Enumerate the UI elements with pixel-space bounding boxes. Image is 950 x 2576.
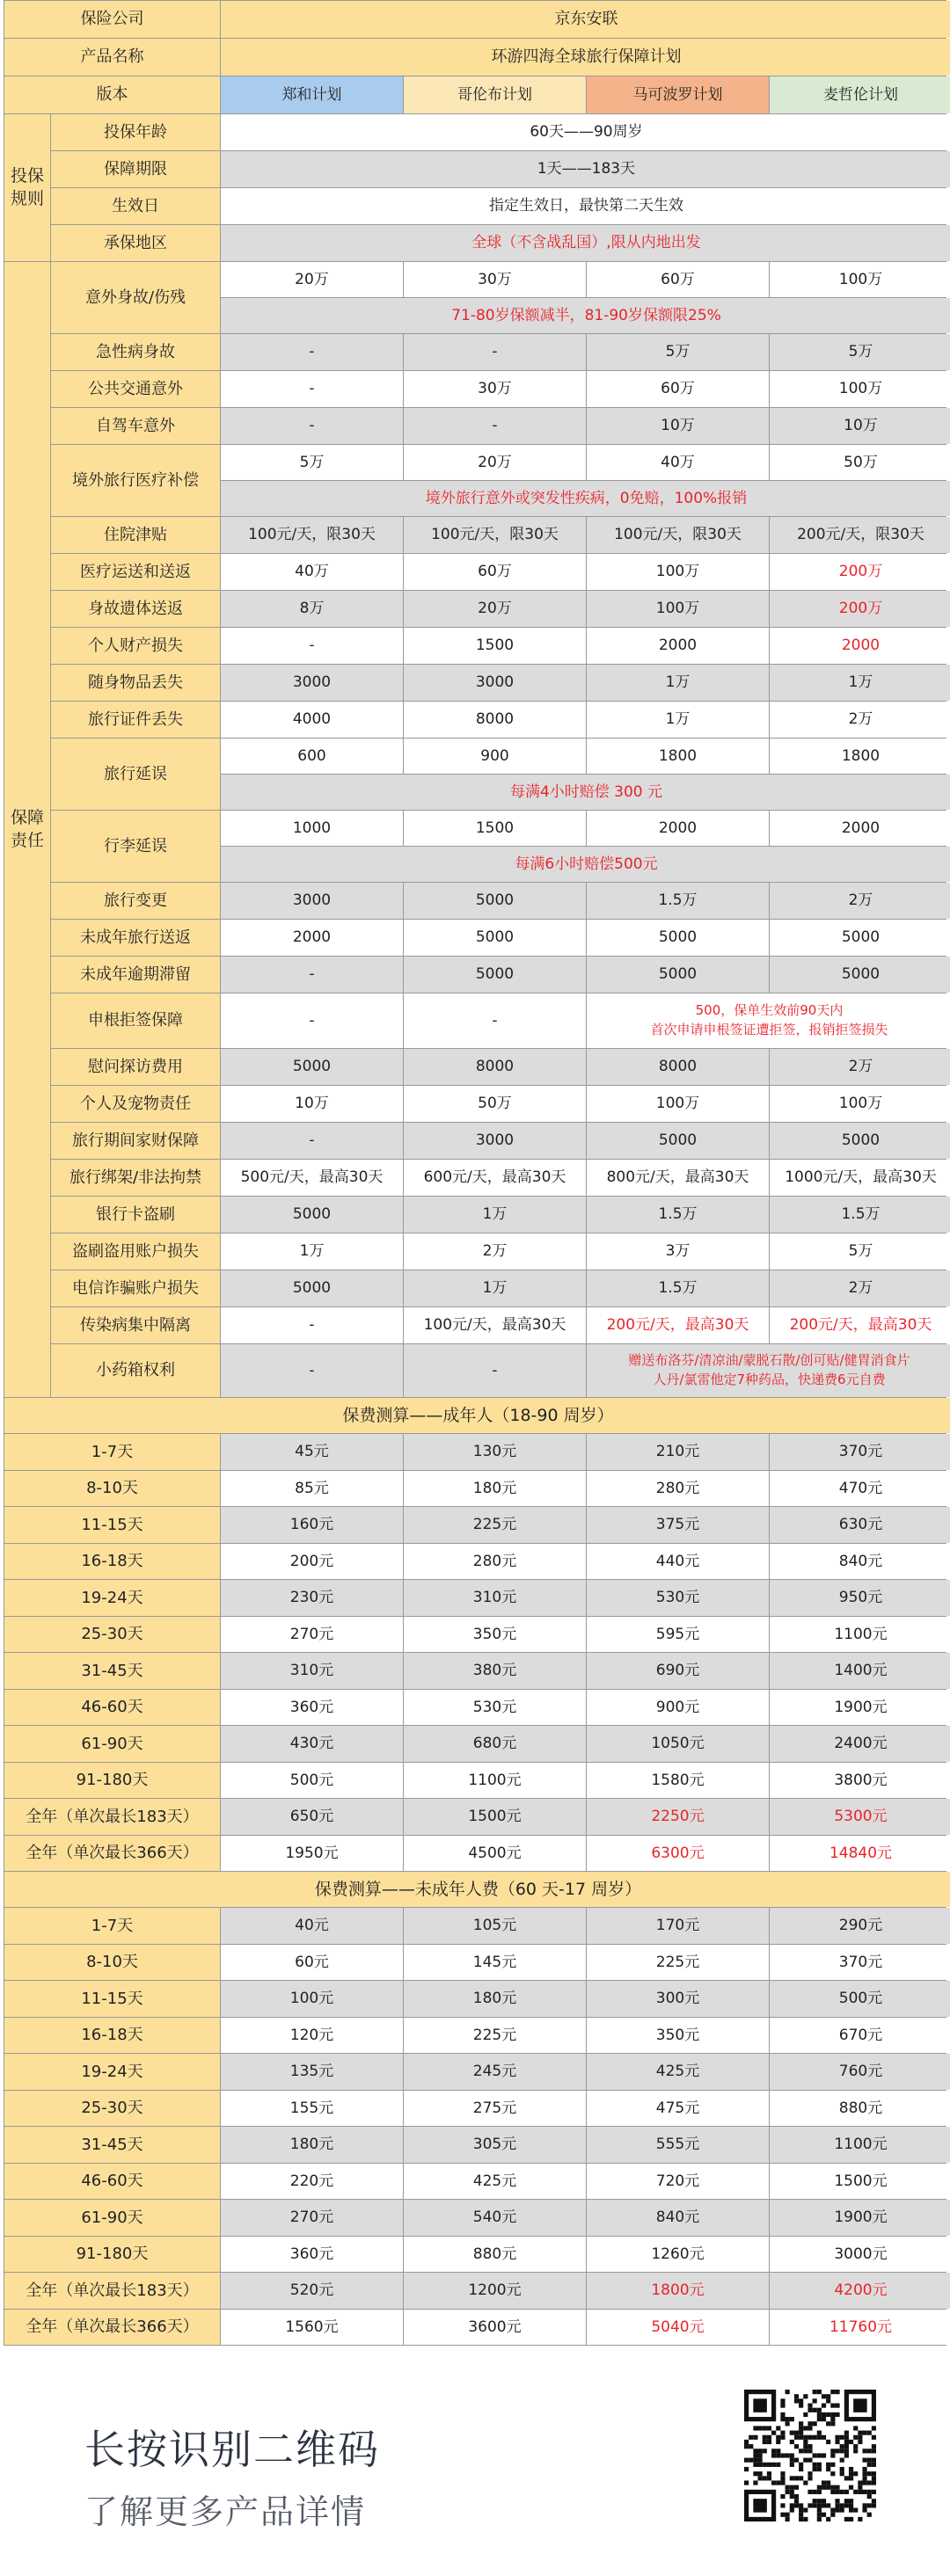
premium-label: 61-90天 [4, 1726, 220, 1762]
coverage-value: 5000 [587, 920, 769, 956]
premium-value: 350元 [587, 2018, 769, 2054]
coverage-note: 每满6小时赔偿500元 [221, 847, 950, 882]
coverage-value: 5000 [587, 957, 769, 993]
coverage-value: 100万 [770, 371, 950, 407]
coverage-value: 600元/天，最高30天 [404, 1160, 586, 1196]
coverage-label: 随身物品丢失 [51, 665, 220, 701]
premium-value: 270元 [221, 2200, 403, 2236]
coverage-label: 住院津贴 [51, 517, 220, 553]
coverage-value: 20万 [404, 591, 586, 627]
premium-value: 11760元 [770, 2310, 950, 2346]
coverage-value: 1500 [404, 628, 586, 664]
coverage-value: 2万 [770, 883, 950, 919]
coverage-note: 每满4小时赔偿 300 元 [221, 775, 950, 810]
coverage-value: 20万 [404, 445, 586, 480]
premium-value: 670元 [770, 2018, 950, 2054]
coverage-note: 71-80岁保额减半，81-90岁保额限25% [221, 298, 950, 333]
coverage-value: 100万 [770, 262, 950, 297]
premium-value: 650元 [221, 1799, 403, 1835]
coverage-value: 10万 [770, 408, 950, 444]
coverage-value: 5000 [404, 920, 586, 956]
qr-code-icon[interactable] [744, 2390, 876, 2521]
coverage-value: 5000 [404, 957, 586, 993]
coverage-group-label: 保障 责任 [4, 262, 50, 1397]
coverage-value: - [221, 993, 403, 1048]
premium-value: 840元 [587, 2200, 769, 2236]
coverage-value: - [221, 957, 403, 993]
coverage-value: 200元/天，最高30天 [587, 1307, 769, 1343]
premium-value: 5300元 [770, 1799, 950, 1835]
premium-label: 16-18天 [4, 1544, 220, 1580]
coverage-value: 2000 [587, 811, 769, 846]
coverage-label: 电信诈骗账户损失 [51, 1270, 220, 1306]
footer-subtitle: 了解更多产品详情 [84, 2492, 367, 2531]
coverage-value: 600 [221, 739, 403, 774]
coverage-value: 2000 [587, 628, 769, 664]
premium-value: 45元 [221, 1434, 403, 1470]
coverage-value: - [404, 993, 586, 1048]
premium-section-title: 保费测算——未成年人费（60 天-17 周岁） [4, 1872, 950, 1907]
coverage-value: - [221, 1123, 403, 1159]
coverage-value: 200万 [770, 554, 950, 590]
coverage-value: 50万 [404, 1086, 586, 1122]
coverage-value: 5万 [221, 445, 403, 480]
coverage-value: 8万 [221, 591, 403, 627]
coverage-value: 5万 [770, 334, 950, 370]
premium-label: 16-18天 [4, 2018, 220, 2054]
coverage-value: 1.5万 [770, 1197, 950, 1233]
rule-value: 指定生效日，最快第二天生效 [221, 188, 950, 224]
premium-value: 555元 [587, 2127, 769, 2163]
coverage-value: 1万 [587, 665, 769, 701]
coverage-value: 60万 [404, 554, 586, 590]
premium-value: 310元 [404, 1580, 586, 1616]
coverage-value: 5000 [770, 1123, 950, 1159]
premium-value: 880元 [770, 2091, 950, 2127]
coverage-value: 3000 [404, 1123, 586, 1159]
coverage-value: 1000元/天，最高30天 [770, 1160, 950, 1196]
premium-value: 290元 [770, 1908, 950, 1944]
premium-value: 630元 [770, 1507, 950, 1543]
premium-value: 4200元 [770, 2273, 950, 2309]
premium-value: 305元 [404, 2127, 586, 2163]
rule-label: 承保地区 [51, 225, 220, 261]
plan-header: 麦哲伦计划 [770, 76, 950, 113]
coverage-value: 1800 [770, 739, 950, 774]
coverage-value: 2万 [404, 1233, 586, 1270]
coverage-value: - [404, 1344, 586, 1397]
premium-value: 530元 [404, 1690, 586, 1726]
premium-value: 5040元 [587, 2310, 769, 2346]
premium-value: 135元 [221, 2054, 403, 2090]
premium-label: 1-7天 [4, 1434, 220, 1470]
premium-value: 210元 [587, 1434, 769, 1470]
premium-value: 360元 [221, 2237, 403, 2273]
premium-value: 4500元 [404, 1836, 586, 1872]
premium-value: 180元 [404, 1471, 586, 1507]
coverage-value: 30万 [404, 262, 586, 297]
coverage-label: 旅行绑架/非法拘禁 [51, 1160, 220, 1196]
company-value: 京东安联 [221, 1, 950, 38]
coverage-value: - [404, 408, 586, 444]
coverage-value: 5000 [587, 1123, 769, 1159]
coverage-label: 小药箱权利 [51, 1344, 220, 1397]
coverage-value: 50万 [770, 445, 950, 480]
coverage-label: 申根拒签保障 [51, 993, 220, 1048]
premium-label: 全年（单次最长366天） [4, 1836, 220, 1872]
coverage-value: 100万 [587, 591, 769, 627]
coverage-value: - [221, 628, 403, 664]
premium-value: 1950元 [221, 1836, 403, 1872]
premium-label: 91-180天 [4, 1763, 220, 1799]
rule-label: 保障期限 [51, 151, 220, 187]
coverage-value: 2000 [770, 811, 950, 846]
premium-value: 840元 [770, 1544, 950, 1580]
coverage-value: 200万 [770, 591, 950, 627]
premium-value: 270元 [221, 1617, 403, 1653]
coverage-label: 传染病集中隔离 [51, 1307, 220, 1343]
coverage-label: 旅行证件丢失 [51, 702, 220, 738]
coverage-label: 急性病身故 [51, 334, 220, 370]
coverage-label: 意外身故/伤残 [51, 262, 220, 333]
coverage-value: 100元/天，限30天 [221, 517, 403, 553]
coverage-value: 20万 [221, 262, 403, 297]
coverage-value: 3万 [587, 1233, 769, 1270]
premium-value: 370元 [770, 1434, 950, 1470]
premium-value: 85元 [221, 1471, 403, 1507]
coverage-value: 200元/天，最高30天 [770, 1307, 950, 1343]
premium-value: 1100元 [770, 2127, 950, 2163]
rule-value: 1天——183天 [221, 151, 950, 187]
coverage-value: 5000 [221, 1049, 403, 1085]
coverage-value: 60万 [587, 262, 769, 297]
premium-value: 1560元 [221, 2310, 403, 2346]
coverage-value: - [404, 334, 586, 370]
coverage-label: 盗刷盗用账户损失 [51, 1233, 220, 1270]
premium-value: 230元 [221, 1580, 403, 1616]
premium-value: 225元 [404, 2018, 586, 2054]
premium-value: 425元 [587, 2054, 769, 2090]
coverage-value: 40万 [587, 445, 769, 480]
coverage-value: - [221, 334, 403, 370]
plan-header: 哥伦布计划 [404, 76, 586, 113]
coverage-value: 1万 [404, 1270, 586, 1306]
coverage-label: 旅行变更 [51, 883, 220, 919]
premium-value: 1500元 [770, 2164, 950, 2200]
premium-value: 720元 [587, 2164, 769, 2200]
coverage-merged-note: 500，保单生效前90天内 首次申请申根签证遭拒签，报销拒签损失 [587, 993, 950, 1048]
premium-value: 1100元 [404, 1763, 586, 1799]
coverage-label: 旅行期间家财保障 [51, 1123, 220, 1159]
premium-value: 2250元 [587, 1799, 769, 1835]
premium-label: 25-30天 [4, 2091, 220, 2127]
premium-value: 200元 [221, 1544, 403, 1580]
product-label: 产品名称 [4, 39, 220, 76]
coverage-value: 60万 [587, 371, 769, 407]
premium-label: 全年（单次最长183天） [4, 2273, 220, 2309]
coverage-value: 2万 [770, 1049, 950, 1085]
coverage-label: 身故遗体送返 [51, 591, 220, 627]
coverage-value: 1800 [587, 739, 769, 774]
coverage-value: 1万 [587, 702, 769, 738]
premium-value: 595元 [587, 1617, 769, 1653]
premium-label: 11-15天 [4, 1507, 220, 1543]
premium-value: 170元 [587, 1908, 769, 1944]
premium-section-title: 保费测算——成年人（18-90 周岁） [4, 1398, 950, 1433]
coverage-value: 5000 [221, 1270, 403, 1306]
premium-value: 1100元 [770, 1617, 950, 1653]
coverage-value: 5000 [404, 883, 586, 919]
coverage-value: 500元/天，最高30天 [221, 1160, 403, 1196]
plan-header: 郑和计划 [221, 76, 403, 113]
premium-value: 530元 [587, 1580, 769, 1616]
footer [0, 2365, 950, 2576]
premium-value: 280元 [404, 1544, 586, 1580]
coverage-label: 个人及宠物责任 [51, 1086, 220, 1122]
coverage-value: 100万 [587, 554, 769, 590]
premium-value: 220元 [221, 2164, 403, 2200]
coverage-value: 1.5万 [587, 1197, 769, 1233]
coverage-label: 个人财产损失 [51, 628, 220, 664]
coverage-label: 境外旅行医疗补偿 [51, 445, 220, 516]
coverage-label: 旅行延误 [51, 739, 220, 810]
premium-value: 3000元 [770, 2237, 950, 2273]
coverage-value: 5万 [770, 1233, 950, 1270]
coverage-value: 40万 [221, 554, 403, 590]
coverage-value: 2万 [770, 702, 950, 738]
coverage-label: 未成年逾期滞留 [51, 957, 220, 993]
premium-value: 760元 [770, 2054, 950, 2090]
premium-value: 14840元 [770, 1836, 950, 1872]
coverage-value: 1.5万 [587, 883, 769, 919]
coverage-label: 自驾车意外 [51, 408, 220, 444]
premium-value: 370元 [770, 1945, 950, 1981]
coverage-value: 10万 [587, 408, 769, 444]
company-label: 保险公司 [4, 1, 220, 38]
coverage-label: 银行卡盗刷 [51, 1197, 220, 1233]
premium-value: 540元 [404, 2200, 586, 2236]
premium-value: 500元 [221, 1763, 403, 1799]
coverage-value: 100元/天，限30天 [587, 517, 769, 553]
coverage-value: 100元/天，最高30天 [404, 1307, 586, 1343]
coverage-value: 2000 [770, 628, 950, 664]
coverage-value: 4000 [221, 702, 403, 738]
premium-value: 680元 [404, 1726, 586, 1762]
premium-value: 950元 [770, 1580, 950, 1616]
coverage-value: 1000 [221, 811, 403, 846]
coverage-value: 3000 [221, 883, 403, 919]
coverage-note: 境外旅行意外或突发性疾病，0免赔，100%报销 [221, 481, 950, 516]
premium-value: 180元 [221, 2127, 403, 2163]
coverage-value: 2000 [221, 920, 403, 956]
premium-value: 145元 [404, 1945, 586, 1981]
premium-value: 1200元 [404, 2273, 586, 2309]
premium-value: 225元 [404, 1507, 586, 1543]
coverage-value: - [221, 408, 403, 444]
premium-value: 245元 [404, 2054, 586, 2090]
premium-label: 8-10天 [4, 1471, 220, 1507]
premium-value: 3600元 [404, 2310, 586, 2346]
premium-value: 310元 [221, 1653, 403, 1689]
premium-label: 全年（单次最长366天） [4, 2310, 220, 2346]
coverage-value: 3000 [404, 665, 586, 701]
premium-label: 11-15天 [4, 1981, 220, 2017]
plan-header: 马可波罗计划 [587, 76, 769, 113]
premium-label: 61-90天 [4, 2200, 220, 2236]
premium-value: 60元 [221, 1945, 403, 1981]
premium-value: 470元 [770, 1471, 950, 1507]
premium-value: 2400元 [770, 1726, 950, 1762]
coverage-value: 1万 [221, 1233, 403, 1270]
coverage-value: 800元/天，最高30天 [587, 1160, 769, 1196]
coverage-value: - [221, 1307, 403, 1343]
premium-value: 1260元 [587, 2237, 769, 2273]
premium-value: 690元 [587, 1653, 769, 1689]
premium-value: 380元 [404, 1653, 586, 1689]
coverage-value: 8000 [404, 702, 586, 738]
premium-label: 全年（单次最长183天） [4, 1799, 220, 1835]
premium-value: 155元 [221, 2091, 403, 2127]
coverage-value: 5000 [770, 920, 950, 956]
premium-label: 25-30天 [4, 1617, 220, 1653]
coverage-value: 30万 [404, 371, 586, 407]
insurance-comparison-table [4, 0, 946, 2346]
coverage-merged-note: 赠送布洛芬/清凉油/蒙脱石散/创可贴/健胃消食片 人丹/氯雷他定7种药品，快递费6元自费 [587, 1344, 950, 1397]
coverage-value: 1万 [404, 1197, 586, 1233]
coverage-value: 900 [404, 739, 586, 774]
premium-value: 1050元 [587, 1726, 769, 1762]
premium-label: 19-24天 [4, 2054, 220, 2090]
premium-label: 8-10天 [4, 1945, 220, 1981]
premium-label: 91-180天 [4, 2237, 220, 2273]
premium-value: 275元 [404, 2091, 586, 2127]
premium-value: 1900元 [770, 2200, 950, 2236]
coverage-value: 5万 [587, 334, 769, 370]
premium-value: 360元 [221, 1690, 403, 1726]
premium-label: 1-7天 [4, 1908, 220, 1944]
premium-value: 1580元 [587, 1763, 769, 1799]
premium-label: 46-60天 [4, 1690, 220, 1726]
coverage-value: 100万 [770, 1086, 950, 1122]
premium-value: 300元 [587, 1981, 769, 2017]
premium-value: 225元 [587, 1945, 769, 1981]
premium-value: 3800元 [770, 1763, 950, 1799]
coverage-value: 8000 [587, 1049, 769, 1085]
rule-value: 全球（不含战乱国）,限从内地出发 [221, 225, 950, 261]
rule-label: 生效日 [51, 188, 220, 224]
premium-value: 180元 [404, 1981, 586, 2017]
version-label: 版本 [4, 76, 220, 113]
premium-value: 500元 [770, 1981, 950, 2017]
coverage-value: 1万 [770, 665, 950, 701]
premium-value: 880元 [404, 2237, 586, 2273]
premium-value: 375元 [587, 1507, 769, 1543]
premium-value: 105元 [404, 1908, 586, 1944]
premium-label: 31-45天 [4, 1653, 220, 1689]
premium-value: 120元 [221, 2018, 403, 2054]
premium-value: 520元 [221, 2273, 403, 2309]
rule-value: 60天——90周岁 [221, 114, 950, 150]
coverage-value: - [221, 371, 403, 407]
premium-label: 46-60天 [4, 2164, 220, 2200]
coverage-value: 2万 [770, 1270, 950, 1306]
coverage-value: 100万 [587, 1086, 769, 1122]
premium-value: 280元 [587, 1471, 769, 1507]
premium-value: 425元 [404, 2164, 586, 2200]
premium-value: 160元 [221, 1507, 403, 1543]
product-value: 环游四海全球旅行保障计划 [221, 39, 950, 76]
premium-value: 100元 [221, 1981, 403, 2017]
premium-value: 40元 [221, 1908, 403, 1944]
coverage-value: 1500 [404, 811, 586, 846]
coverage-value: 8000 [404, 1049, 586, 1085]
premium-value: 475元 [587, 2091, 769, 2127]
rule-label: 投保年龄 [51, 114, 220, 150]
premium-value: 6300元 [587, 1836, 769, 1872]
premium-value: 350元 [404, 1617, 586, 1653]
premium-value: 130元 [404, 1434, 586, 1470]
premium-value: 1400元 [770, 1653, 950, 1689]
rules-group-label: 投保 规则 [4, 114, 50, 261]
premium-value: 900元 [587, 1690, 769, 1726]
coverage-value: 5000 [221, 1197, 403, 1233]
coverage-value: 100元/天，限30天 [404, 517, 586, 553]
coverage-value: - [221, 1344, 403, 1397]
coverage-value: 200元/天，限30天 [770, 517, 950, 553]
premium-label: 31-45天 [4, 2127, 220, 2163]
coverage-label: 公共交通意外 [51, 371, 220, 407]
premium-value: 1800元 [587, 2273, 769, 2309]
premium-value: 1900元 [770, 1690, 950, 1726]
footer-title: 长按识别二维码 [84, 2426, 380, 2473]
coverage-value: 1.5万 [587, 1270, 769, 1306]
coverage-value: 10万 [221, 1086, 403, 1122]
coverage-value: 5000 [770, 957, 950, 993]
premium-value: 430元 [221, 1726, 403, 1762]
coverage-label: 行李延误 [51, 811, 220, 882]
coverage-label: 未成年旅行送返 [51, 920, 220, 956]
coverage-label: 慰问探访费用 [51, 1049, 220, 1085]
coverage-value: 3000 [221, 665, 403, 701]
premium-value: 440元 [587, 1544, 769, 1580]
premium-value: 1500元 [404, 1799, 586, 1835]
premium-label: 19-24天 [4, 1580, 220, 1616]
coverage-label: 医疗运送和送返 [51, 554, 220, 590]
